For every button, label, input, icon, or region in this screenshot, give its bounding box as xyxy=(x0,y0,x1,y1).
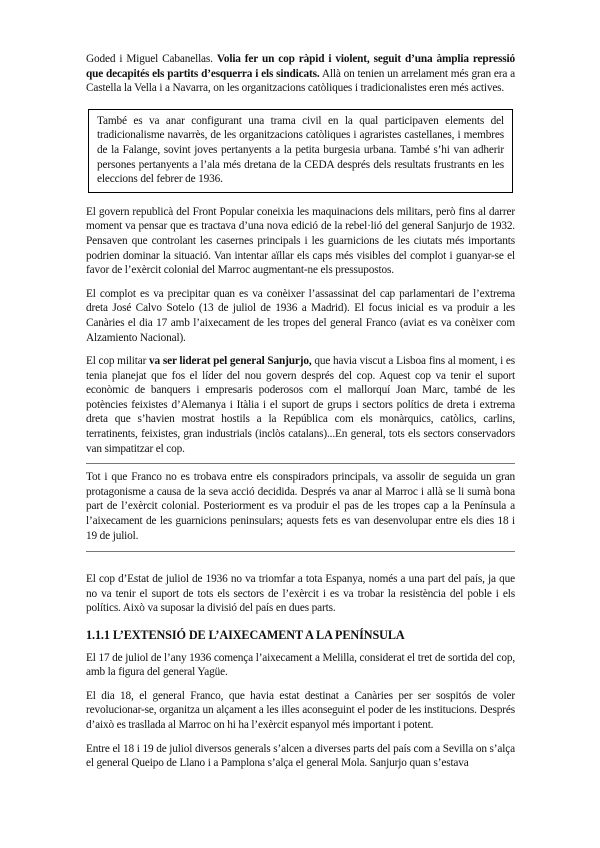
paragraph-plot-trigger: El complot es va precipitar quan es va conèixer l’assassinat del cap parlamentari de l’extrema dreta José Calvo Sotelo (13 de juliol de 1936 a Madrid). El focus inicial es va produir a les Canàries el dia 17 amb l’aixecament de les tropes del general Franco (aviat es va conèixer com Alzamiento Nacional). xyxy=(86,287,515,344)
paragraph-melilla: El 17 de juliol de l’any 1936 comença l’aixecament a Melilla, considerat el tret de sortida del cop, amb la figura del general Yagüe. xyxy=(86,651,515,679)
bold-phrase-sanjurjo: va ser liderat pel general Sanjurjo, xyxy=(149,355,312,368)
bold-phrase-coup: Volia fer un cop ràpid i violent, seguit d’una àmplia repressió que decapités els partits d’esquerra i els sindicats. xyxy=(86,53,516,80)
paragraph-generals-rise: Entre el 18 i 19 de juliol diversos generals s’alcen a diverses parts del país com a Sevilla on s’alça el general Queipo de Llano i a Pamplona s’alça el general Mola. Sanjurjo quan s’estava xyxy=(86,742,515,770)
paragraph-division: El cop d’Estat de juliol de 1936 no va triomfar a tota Espanya, només a una part del país, ja que no va tenir el suport de tots els sectors de l’exèrcit i es va trobar la resistència del poble i els polítics. Això va suposar la divisió del país en dues parts. xyxy=(86,573,515,615)
paragraph-plotters: Goded i Miguel Cabanellas. Volia fer un cop ràpid i violent, seguit d’una àmplia repressió que decapités els partits d’esquerra i els sindicats. Allà on tenien un arrelament més gran era a Castella la Vella i a Navarra, on les organitzacions catòliques i tradicionalistes eren més actives. xyxy=(86,53,516,95)
boxed-note-civil-plot: També es va anar configurant una trama civil en la qual participaven elements del tradicionalisme navarrès, de les organitzacions catòliques i agraristes castellanes, i membres de la Falange, sovint joves pertanyents a la petita burgesia urbana. També s’hi van adherir persones pertanyents a l’ala més dretana de la CEDA després dels resultats frustrants en les eleccions del febrer de 1936. xyxy=(88,109,513,193)
document-body xyxy=(86,52,515,771)
section-heading: 1.1.1 L’EXTENSIÓ DE L’AIXECAMENT A LA PENÍNSULA xyxy=(86,628,405,642)
paragraph-government: El govern republicà del Front Popular coneixia les maquinacions dels militars, però fins al darrer moment va pensar que es tractava d’una nova edició de la rebel·lió del general Sanjurjo de 1932. Pensaven que controlant les casernes principals i les guarnicions de les ciutats més importants podrien dominar la situació. Van intentar aïllar els caps més visibles del complot i guanyar-se el favor de l’exèrcit colonial del Marroc augmentant-ne els pressupostos. xyxy=(86,205,515,277)
paragraph-franco-canaries: El dia 18, el general Franco, que havia estat destinat a Canàries per ser sospitós de voler revolucionar-se, organitza un alçament a les illes aconseguint el poder de les institucions. Després d’això es trasllada al Marroc on hi ha l’exèrcit espanyol més important i potent. xyxy=(86,689,515,731)
paragraph-sanjurjo: El cop militar va ser liderat pel general Sanjurjo, que havia viscut a Lisboa fins al moment, i es tenia planejat que fos el líder del nou govern després del cop. Aquest cop va tenir el suport econòmic de banquers i empresaris poderosos com el mallorquí Joan Marc, també de les potències feixistes d’Alemanya i Itàlia i el suport de grups i sectors polítics de dreta i extrema dreta que s’havien mostrat hostils a la República com els monàrquics, catòlics, carlins, terratinents, feixistes, gran industrials (inclòs catalans)...En general, tots els sectors conservadors van simpatitzar el cop. xyxy=(86,355,515,455)
ruled-note-franco: Tot i que Franco no es trobava entre els conspiradors principals, va assolir de seguida un gran protagonisme a causa de la seva acció decidida. Després va anar al Marroc i allà se li sumà bona part de l’exèrcit colonial. Posteriorment es va produir el pas de les tropes cap a la Península a l’aixecament de les guarnicions peninsulars; aquests fets es van desenvolupar entre els dies 18 i 19 de juliol. xyxy=(86,463,515,552)
